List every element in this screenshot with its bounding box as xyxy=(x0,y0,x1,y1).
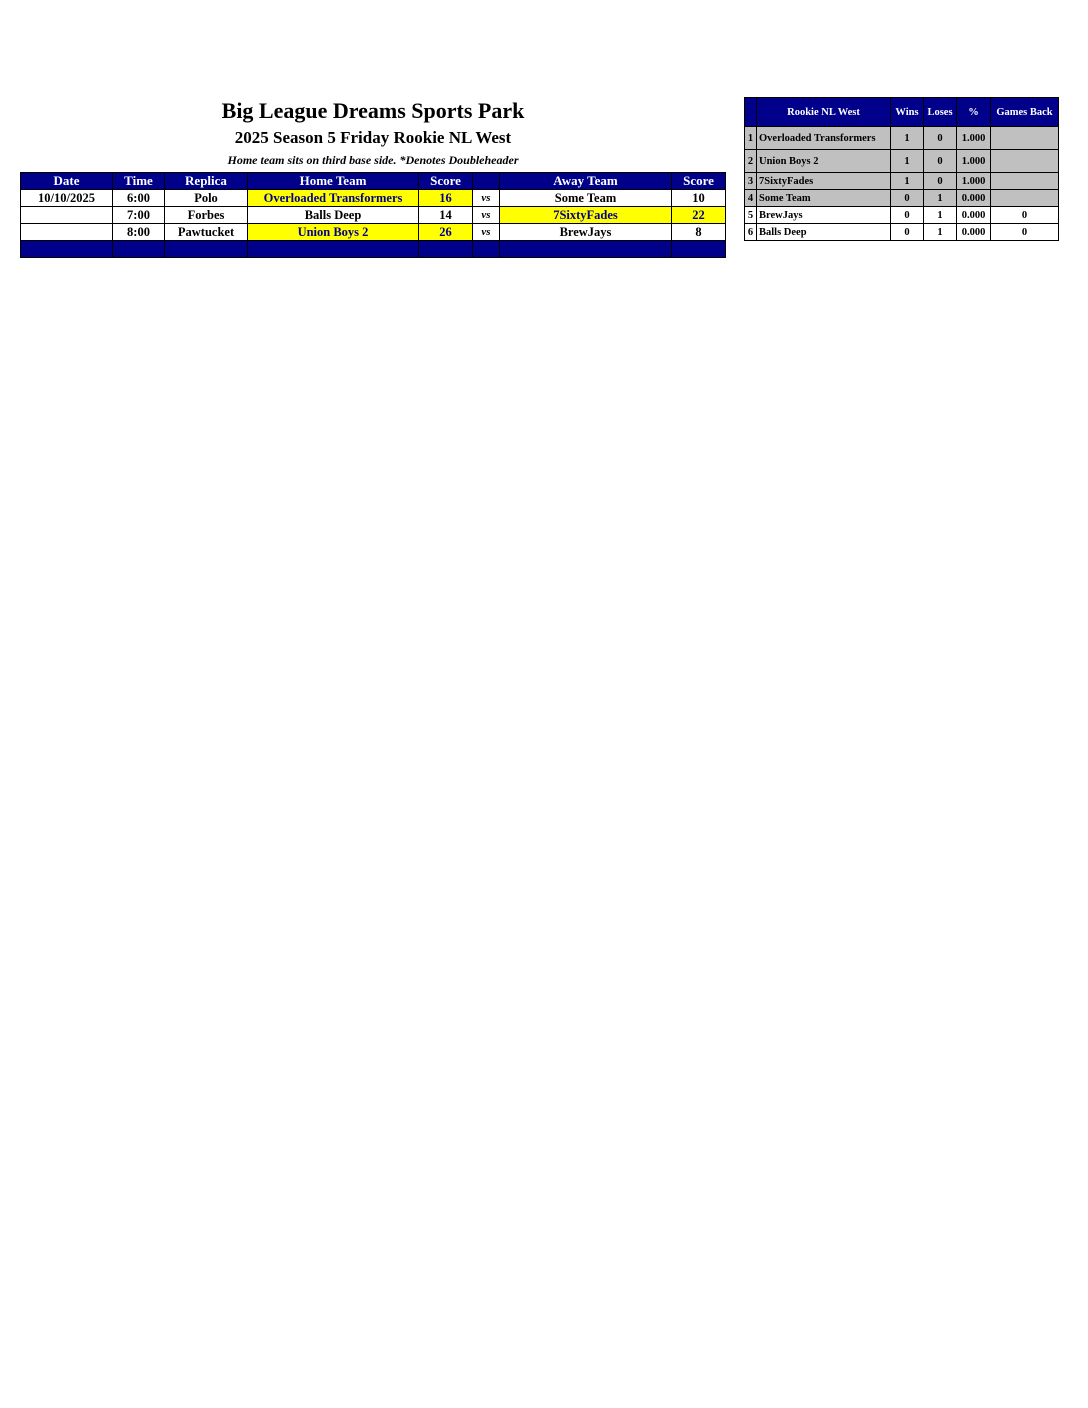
standings-row xyxy=(745,190,1059,207)
team-wins: 1 xyxy=(891,127,924,150)
schedule-row xyxy=(21,207,726,224)
team-loses: 0 xyxy=(924,173,957,190)
game-field: Pawtucket xyxy=(165,224,248,241)
team-loses: 1 xyxy=(924,224,957,241)
team-rank: 1 xyxy=(745,127,757,150)
footer-cell xyxy=(165,241,248,258)
column-header-loses: Loses xyxy=(924,98,957,127)
home-team: Union Boys 2 xyxy=(248,224,419,241)
game-time: 7:00 xyxy=(113,207,165,224)
game-time: 6:00 xyxy=(113,190,165,207)
footer-cell xyxy=(419,241,473,258)
home-team: Balls Deep xyxy=(248,207,419,224)
away-score: 22 xyxy=(672,207,726,224)
team-name: Balls Deep xyxy=(757,224,891,241)
game-field: Polo xyxy=(165,190,248,207)
team-name: Union Boys 2 xyxy=(757,150,891,173)
column-header-time: Time xyxy=(113,173,165,190)
team-name: Overloaded Transformers xyxy=(757,127,891,150)
team-wins: 1 xyxy=(891,173,924,190)
footer-cell xyxy=(500,241,672,258)
schedule-row xyxy=(21,224,726,241)
schedule-row xyxy=(21,190,726,207)
team-pct: 0.000 xyxy=(957,224,991,241)
column-header-date: Date xyxy=(21,173,113,190)
team-pct: 1.000 xyxy=(957,150,991,173)
standings-header-row xyxy=(745,98,1059,127)
home-score: 14 xyxy=(419,207,473,224)
column-header-vs xyxy=(473,173,500,190)
standings-table xyxy=(744,97,1059,241)
team-wins: 0 xyxy=(891,224,924,241)
team-games-back xyxy=(991,173,1059,190)
team-pct: 1.000 xyxy=(957,127,991,150)
team-rank: 4 xyxy=(745,190,757,207)
page-title: Big League Dreams Sports Park xyxy=(221,98,525,123)
team-pct: 0.000 xyxy=(957,207,991,224)
footer-cell xyxy=(473,241,500,258)
team-pct: 1.000 xyxy=(957,173,991,190)
vs-label: vs xyxy=(473,224,500,241)
standings-row xyxy=(745,150,1059,173)
team-name: BrewJays xyxy=(757,207,891,224)
team-rank: 6 xyxy=(745,224,757,241)
team-loses: 1 xyxy=(924,207,957,224)
game-date xyxy=(21,207,113,224)
vs-label: vs xyxy=(473,207,500,224)
game-field: Forbes xyxy=(165,207,248,224)
team-name: 7SixtyFades xyxy=(757,173,891,190)
column-header-pct: % xyxy=(957,98,991,127)
team-rank: 2 xyxy=(745,150,757,173)
footer-cell xyxy=(113,241,165,258)
schedule-footer-row xyxy=(21,241,726,258)
team-wins: 0 xyxy=(891,207,924,224)
page-note: Home team sits on third base side. *Denotes Doubleheader xyxy=(227,153,519,167)
schedule-header-row xyxy=(21,173,726,190)
page-subtitle: 2025 Season 5 Friday Rookie NL West xyxy=(234,128,512,147)
away-team: Some Team xyxy=(500,190,672,207)
game-date: 10/10/2025 xyxy=(21,190,113,207)
standings-row xyxy=(745,224,1059,241)
footer-cell xyxy=(672,241,726,258)
footer-cell xyxy=(21,241,113,258)
team-pct: 0.000 xyxy=(957,190,991,207)
team-loses: 0 xyxy=(924,150,957,173)
vs-label: vs xyxy=(473,190,500,207)
game-time: 8:00 xyxy=(113,224,165,241)
away-team: 7SixtyFades xyxy=(500,207,672,224)
game-date xyxy=(21,224,113,241)
away-score: 10 xyxy=(672,190,726,207)
schedule-table xyxy=(20,172,726,258)
column-header-home-score: Score xyxy=(419,173,473,190)
team-games-back xyxy=(991,190,1059,207)
team-name: Some Team xyxy=(757,190,891,207)
column-header-replica: Replica xyxy=(165,173,248,190)
team-games-back xyxy=(991,127,1059,150)
column-header-division: Rookie NL West xyxy=(757,98,891,127)
team-games-back: 0 xyxy=(991,207,1059,224)
column-header-games-back: Games Back xyxy=(991,98,1059,127)
standings-row xyxy=(745,207,1059,224)
team-wins: 0 xyxy=(891,190,924,207)
team-rank: 5 xyxy=(745,207,757,224)
home-team: Overloaded Transformers xyxy=(248,190,419,207)
team-loses: 0 xyxy=(924,127,957,150)
column-header-away-score: Score xyxy=(672,173,726,190)
away-score: 8 xyxy=(672,224,726,241)
column-header-wins: Wins xyxy=(891,98,924,127)
column-header-rank xyxy=(745,98,757,127)
away-team: BrewJays xyxy=(500,224,672,241)
team-rank: 3 xyxy=(745,173,757,190)
footer-cell xyxy=(248,241,419,258)
team-loses: 1 xyxy=(924,190,957,207)
standings-row xyxy=(745,127,1059,150)
standings-row xyxy=(745,173,1059,190)
team-games-back: 0 xyxy=(991,224,1059,241)
column-header-away-team: Away Team xyxy=(500,173,672,190)
home-score: 16 xyxy=(419,190,473,207)
column-header-home-team: Home Team xyxy=(248,173,419,190)
team-wins: 1 xyxy=(891,150,924,173)
home-score: 26 xyxy=(419,224,473,241)
team-games-back xyxy=(991,150,1059,173)
